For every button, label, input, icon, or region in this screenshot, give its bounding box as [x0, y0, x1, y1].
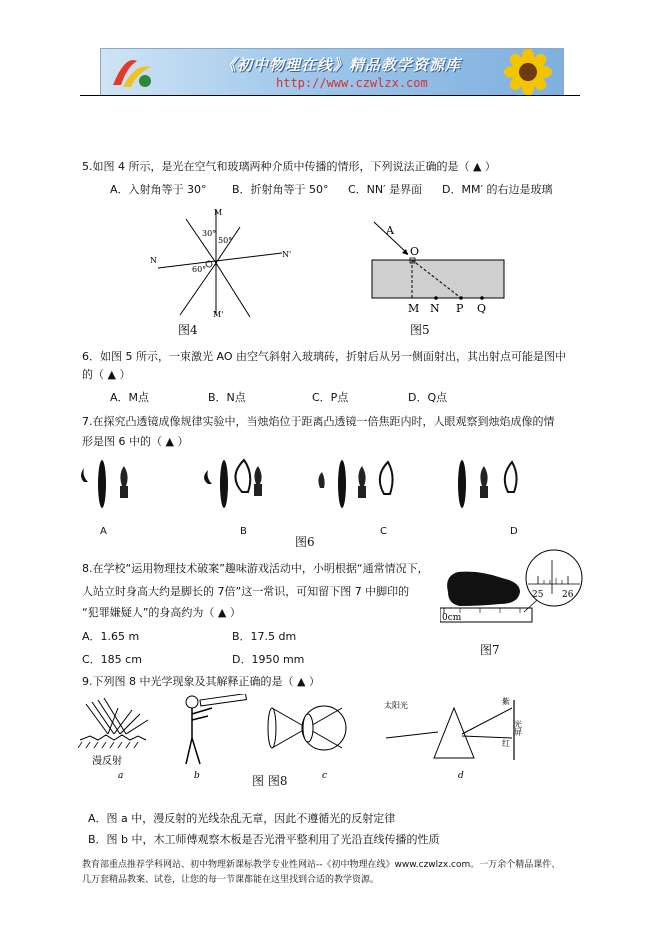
q6-option-c: C．P点 [312, 391, 349, 404]
fig8-panel-b [186, 694, 246, 781]
figure-7-diagram [440, 548, 588, 628]
q8-stem-line1: 8.在学校“运用物理技术破案”趣味游戏活动中，小明根据“通常情况下， [82, 562, 429, 575]
fig8-diffuse-label: 漫反射 [92, 756, 122, 767]
fig8-purple-label: 紫 [502, 697, 510, 706]
fig8-red-label: 红 [502, 739, 510, 748]
q5-option-b: B．折射角等于 50° [232, 183, 329, 196]
fig6-panel-a [81, 460, 128, 508]
q7-stem-line1: 7.在探究凸透镜成像规律实验中，当烛焰位于距离凸透镜一倍焦距内时，人眼观察到烛焰成像的情 [82, 415, 555, 428]
fig4-angle-30: 30° [202, 229, 217, 238]
fig4-label-m-prime: M' [213, 310, 224, 319]
fig6-panel-b [204, 460, 262, 508]
q6-stem-line2: 的（ ▲ ） [82, 368, 131, 381]
fig8-sublabel-d: d [458, 771, 464, 781]
fig4-angle-50: 50° [218, 236, 233, 245]
q5-option-a: A．入射角等于 30° [110, 183, 207, 196]
header-banner [100, 48, 564, 96]
footer-line2: 几万套精品教案、试卷，让您的每一节课都能在这里找到合适的教学资源。 [82, 875, 380, 885]
fig8-panel-a [78, 698, 148, 781]
fig5-label-o: O [410, 245, 420, 258]
q9-stem: 9.下列图 8 中光学现象及其解释正确的是（ ▲ ） [82, 675, 320, 688]
fig5-label-p: P [456, 302, 464, 315]
fig4-label-m: M [214, 208, 223, 217]
fig8-sunlight-label: 太阳光 [384, 701, 408, 710]
fig7-caption: 图7 [480, 643, 500, 657]
fig6-label-c: C [380, 526, 387, 537]
fig4-label-n: N [150, 256, 157, 265]
q8-option-b: B．17.5 dm [232, 630, 297, 643]
q5-stem: 5.如图 4 所示，是光在空气和玻璃两种介质中传播的情形，下列说法正确的是（ ▲ ） [82, 160, 496, 173]
fig4-angle-60: 60° [192, 265, 207, 274]
fig6-label-a: A [100, 526, 107, 537]
fig6-label-b: B [240, 526, 247, 537]
fig5-caption: 图5 [410, 323, 430, 337]
fig5-label-a: A [386, 224, 394, 237]
q6-option-a: A．M点 [110, 391, 150, 404]
q6-option-d: D．Q点 [408, 391, 448, 404]
footer-line1: 教育部重点推荐学科网站、初中物理新课标教学专业性网站--《初中物理在线》www.czwlzx.com。一万余个精品课件、 [82, 860, 561, 870]
fig8-caption-prefix: 图 [252, 774, 268, 788]
q6-option-b: B．N点 [208, 391, 246, 404]
q7-stem-line2: 形是图 6 中的（ ▲ ） [82, 435, 189, 448]
q9-option-b: B．图 b 中，木工师傅观察木板是否光滑平整利用了光沿直线传播的性质 [88, 833, 440, 846]
fig6-label-d: D [510, 526, 518, 537]
fig8-screen-label: 光屏 [513, 720, 523, 736]
fig5-label-m: M [408, 302, 420, 315]
fig6-caption: 图6 [295, 535, 315, 549]
banner-url[interactable]: http://www.czwlzx.com [276, 76, 428, 90]
fig6-panel-d [458, 460, 517, 508]
fig4-caption: 图4 [178, 323, 198, 337]
fig8-caption-text: 图8 [267, 774, 288, 788]
banner-title: 《初中物理在线》精品教学资源库 [221, 56, 462, 74]
figure-8-diagram [78, 694, 538, 786]
q6-stem-line1: 6．如图 5 所示，一束激光 AO 由空气斜射入玻璃砖，折射后从另一侧面射出，其出射点可能是图中 [82, 350, 566, 363]
q8-stem-line3: “犯罪嫌疑人”的身高约为（ ▲ ） [82, 606, 241, 619]
q5-option-c: C．NN′ 是界面 [348, 183, 423, 196]
figure-5-diagram [366, 218, 516, 318]
header-rule [80, 95, 580, 96]
fig8-sublabel-a: a [118, 771, 124, 781]
q8-option-a: A．1.65 m [82, 630, 140, 643]
fig8-sublabel-c: c [322, 771, 328, 781]
sunflower-icon [497, 49, 559, 95]
fig4-label-n-prime: N' [282, 250, 292, 259]
fig8-caption [252, 772, 287, 789]
fig8-panel-c [268, 706, 346, 781]
q8-option-d: D．1950 mm [232, 653, 305, 666]
fig7-ruler-26: 26 [562, 590, 574, 600]
site-logo-icon [107, 53, 157, 91]
fig7-ruler-zero: 0cm [442, 613, 462, 623]
q5-option-d: D．MM′ 的右边是玻璃 [442, 183, 553, 196]
figure-6-diagram [78, 456, 548, 516]
fig5-label-q: Q [477, 302, 487, 315]
q9-option-a: A．图 a 中，漫反射的光线杂乱无章，因此不遵循光的反射定律 [88, 812, 396, 825]
fig8-sublabel-b: b [194, 771, 200, 781]
fig6-panel-c [318, 460, 392, 508]
q8-stem-line2: 人站立时身高大约是脚长的 7倍”这一常识，可知留下图 7 中脚印的 [82, 585, 410, 598]
fig7-ruler-25: 25 [532, 590, 544, 600]
fig5-label-n: N [430, 302, 440, 315]
figure-4-diagram [150, 205, 300, 320]
fig8-panel-d [384, 696, 523, 781]
q8-option-c: C．185 cm [82, 653, 142, 666]
